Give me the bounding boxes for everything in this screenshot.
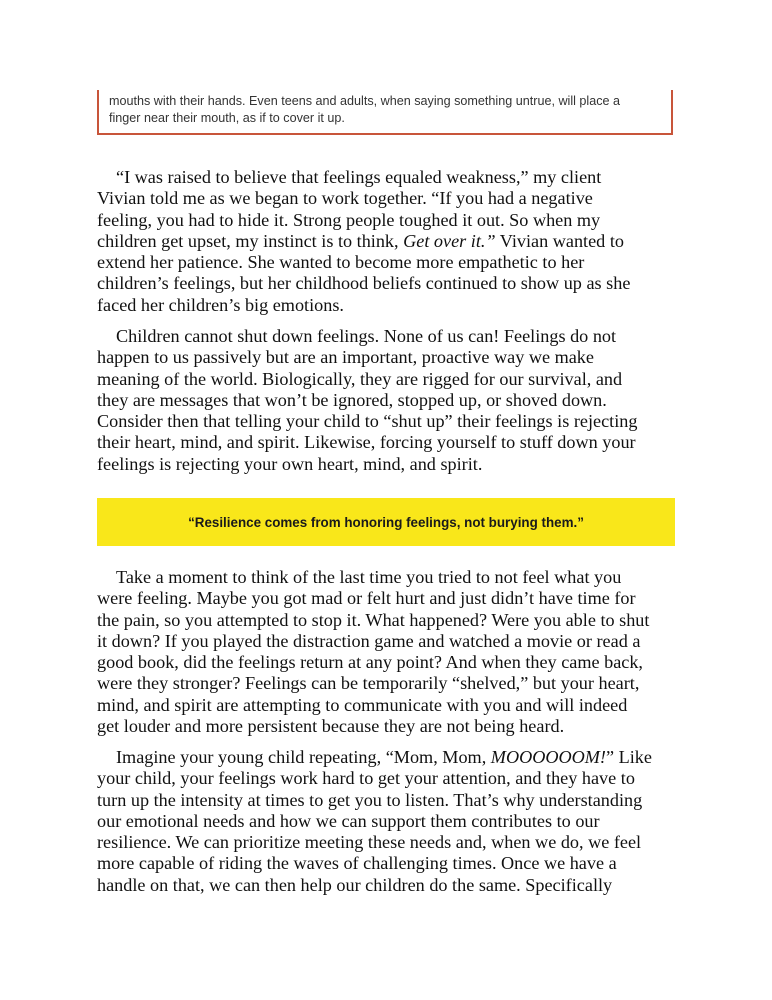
text-line: extend her patience. She wanted to become more empathetic to her <box>97 252 585 273</box>
text-line: children’s feelings, but her childhood beliefs continued to show up as she <box>97 273 631 294</box>
text-line: “I was raised to believe that feelings equaled weakness,” my client <box>116 167 602 187</box>
text-line <box>97 747 677 768</box>
text-line: more capable of riding the waves of challenging times. Once we have a <box>97 853 617 874</box>
text-run: ” Like <box>605 747 652 767</box>
text-run: Imagine your young child repeating, “Mom, Mom, <box>116 747 491 767</box>
text-line: our emotional needs and how we can support them contributes to our <box>97 810 600 831</box>
paragraph-vivian <box>97 167 677 316</box>
text-line: feelings is rejecting your own heart, mind, and spirit. <box>97 453 483 474</box>
paragraph-children <box>97 326 677 475</box>
text-line: turn up the intensity at times to get you to listen. That’s why understanding <box>97 789 643 810</box>
text-line: their heart, mind, and spirit. Likewise, forcing yourself to stuff down your <box>97 432 636 453</box>
text-line: they are messages that won’t be ignored, stopped up, or shoved down. <box>97 389 607 410</box>
paragraph-moment <box>97 567 677 737</box>
text-line: resilience. We can prioritize meeting these needs and, when we do, we feel <box>97 832 642 853</box>
text-line: were feeling. Maybe you got mad or felt hurt and just didn’t have time for <box>97 588 636 609</box>
text-line: meaning of the world. Biologically, they are rigged for our survival, and <box>97 368 623 389</box>
text-line: Consider then that telling your child to “shut up” their feelings is rejecting <box>97 411 638 432</box>
text-line: good book, did the feelings return at any point? And when they came back, <box>97 652 643 673</box>
text-line: your child, your feelings work hard to get your attention, and they have to <box>97 768 635 789</box>
text-line <box>97 231 677 252</box>
italic-text: Get over it.” <box>403 230 496 251</box>
text-line: it down? If you played the distraction game and watched a movie or read a <box>97 630 641 651</box>
text-line: handle on that, we can then help our children do the same. Specifically <box>97 874 613 895</box>
text-line: the pain, so you attempted to stop it. What happened? Were you able to shut <box>97 609 650 630</box>
paragraph-imagine <box>97 747 677 896</box>
text-line: Take a moment to think of the last time you tried to not feel what you <box>116 567 622 587</box>
sidebar-line: mouths with their hands. Even teens and adults, when saying something untrue, will place a <box>109 94 621 108</box>
pull-quote <box>97 498 675 546</box>
italic-text: MOOOOOOM! <box>490 747 606 767</box>
text-line: Vivian told me as we began to work together. “If you had a negative <box>97 188 593 209</box>
text-run: Vivian wanted to <box>495 230 624 251</box>
text-line: mind, and spirit are attempting to communicate with you and will indeed <box>97 694 628 715</box>
text-line: were they stronger? Feelings can be temporarily “shelved,” but your heart, <box>97 673 640 694</box>
sidebar-box <box>97 90 673 135</box>
text-run: children get upset, my instinct is to think, <box>97 230 404 251</box>
text-line: happen to us passively but are an important, proactive way we make <box>97 347 594 368</box>
text-line: faced her children’s big emotions. <box>97 294 344 315</box>
sidebar-line: finger near their mouth, as if to cover it up. <box>109 111 345 125</box>
pull-quote-text: “Resilience comes from honoring feelings, not burying them.” <box>188 514 584 530</box>
text-line: Children cannot shut down feelings. None of us can! Feelings do not <box>116 326 617 346</box>
text-line: feeling, you had to hide it. Strong people toughed it out. So when my <box>97 209 601 230</box>
text-line: get louder and more persistent because they are not being heard. <box>97 716 565 737</box>
